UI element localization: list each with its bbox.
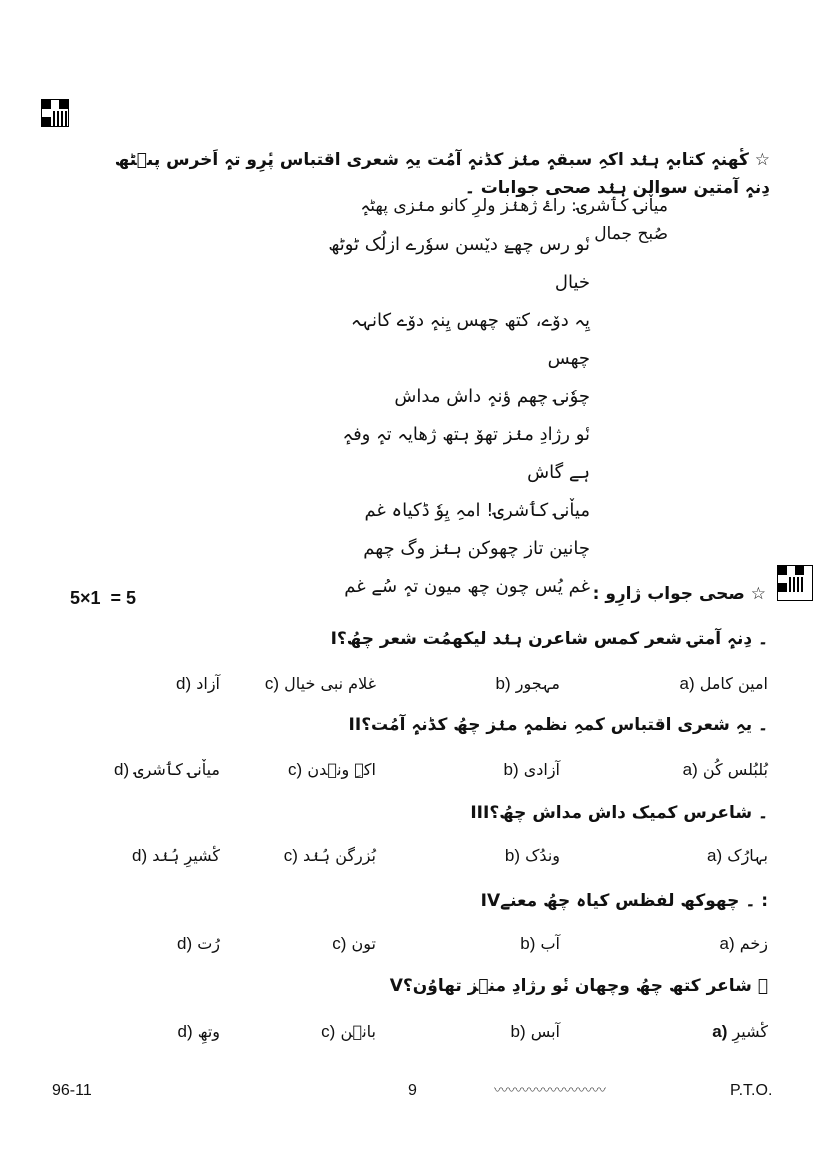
section-title: ☆ صحی جواب ژارِو : xyxy=(592,584,766,604)
question-number: IV۔ xyxy=(480,891,756,911)
page-number: 9 xyxy=(408,1082,417,1099)
question-text: چھوکھ لفظس کیاہ چھُ معنے : xyxy=(500,891,768,911)
option-c: c) بانٛن xyxy=(321,1022,376,1041)
option-b: b) آب xyxy=(520,934,560,953)
option-d: d) کٔشیرِ ہُنٛد xyxy=(132,846,220,865)
option-a: a) زخم xyxy=(719,934,768,953)
question-text: شاعر کتھ چھُ وچھان نٔو رژادِ منٛز تھاوُن؟ xyxy=(402,976,752,996)
option-a: a) کٔشیرِ xyxy=(712,1022,768,1041)
option-c: c) غلام نبی خیال xyxy=(264,674,376,693)
option-d: d) میاٚنۍ کٲشرۍ xyxy=(113,760,220,779)
question-text: دِنہٕ آمتۍ شعر کمس شاعرن ہنٛد لیکھمُت شعر چھُ؟ xyxy=(336,629,753,649)
poem-line: چوٗنۍ چھم ؤنہٕ داش مداش xyxy=(394,386,590,407)
question-2 xyxy=(300,714,768,735)
option-b: b) وندُک xyxy=(504,846,560,865)
question-1 xyxy=(300,628,768,649)
option-d: d) رُت xyxy=(176,934,220,953)
option-a: a) امین کامل xyxy=(679,674,768,693)
wave-decoration: 〰〰〰〰〰〰〰〰 xyxy=(494,1083,606,1099)
option-b: b) آزادی xyxy=(503,760,560,779)
option-c: c) اکہِ ونٛدن xyxy=(288,760,376,779)
option-d: d) وتھِ xyxy=(177,1022,220,1041)
marks-label: 5×1 = 5 xyxy=(70,588,137,608)
question-text: یہِ شعری اقتباس کمہِ نظمہٕ منٛز چھُ کڈنہٕ آمُت؟ xyxy=(361,715,753,735)
poem-block xyxy=(320,226,590,606)
pto-label: P.T.O. xyxy=(730,1082,773,1099)
paper-code: 96-11 xyxy=(52,1082,92,1099)
qr-code-icon-small xyxy=(778,566,812,600)
question-number: I۔ xyxy=(330,629,768,649)
question-number: II۔ xyxy=(348,715,768,735)
option-a: a) بہارُک xyxy=(707,846,768,865)
poem-line: یِہ دوٚے، کتھ چھس یِنہٕ دوٚے کانہہ چھس xyxy=(350,310,590,369)
option-a: a) بُلبُلس کُن xyxy=(682,760,768,779)
option-b: b) آبس xyxy=(510,1022,560,1041)
option-c: c) بُزرگن ہُنٛد xyxy=(283,846,376,865)
question-number: V۔ xyxy=(389,976,768,996)
poem-line: چانین تاز چھوکن ہنٛز وگ چھم xyxy=(363,538,590,559)
question-3 xyxy=(300,802,768,823)
question-4 xyxy=(300,890,768,911)
qr-code-icon xyxy=(42,100,68,126)
option-b: b) مہجور xyxy=(495,674,560,693)
poem-line: غم یُس چون چھ میون تہٕ سُے غم xyxy=(344,576,590,597)
question-number: III۔ xyxy=(470,803,768,823)
poem-first-line: میاٚنۍ کٲشرۍ: راۓ ژھنٛز ولرِ کانو منٛزی پھٹہٕ صُبح جمال xyxy=(360,196,668,244)
question-5 xyxy=(300,976,768,996)
poem-line: میاٚنۍ کٲشرۍ! امہِ یِوٗ ڈکیاہ غم xyxy=(364,500,590,521)
poem-line: نٔو رس چھےٚ دیٚسن سوٗرے ازلُک ٹوٹھ خیال xyxy=(328,234,590,293)
instruction-text: ☆ کٔھنہٕ کتابہٕ ہنٛد اکہِ سبقہٕ منٛز کڈنہٕ آمُت یہِ شعری اقتباس پٔرِو تہٕ اَخرس پٮ۪ٹھ دِنہٕ آمتین سوالن ہنٛد صحی جوابات ۔ xyxy=(114,150,770,198)
poem-line: نٔو رژادِ منٛز تھوٚ ہتھ ژھایہ تہٕ وفہٕ ہے گاش xyxy=(342,424,590,483)
option-d: d) آزاد xyxy=(176,674,220,693)
question-text: شاعرس کمیک داش مداش چھُ؟ xyxy=(489,803,753,823)
option-c: c) تون xyxy=(332,934,376,953)
